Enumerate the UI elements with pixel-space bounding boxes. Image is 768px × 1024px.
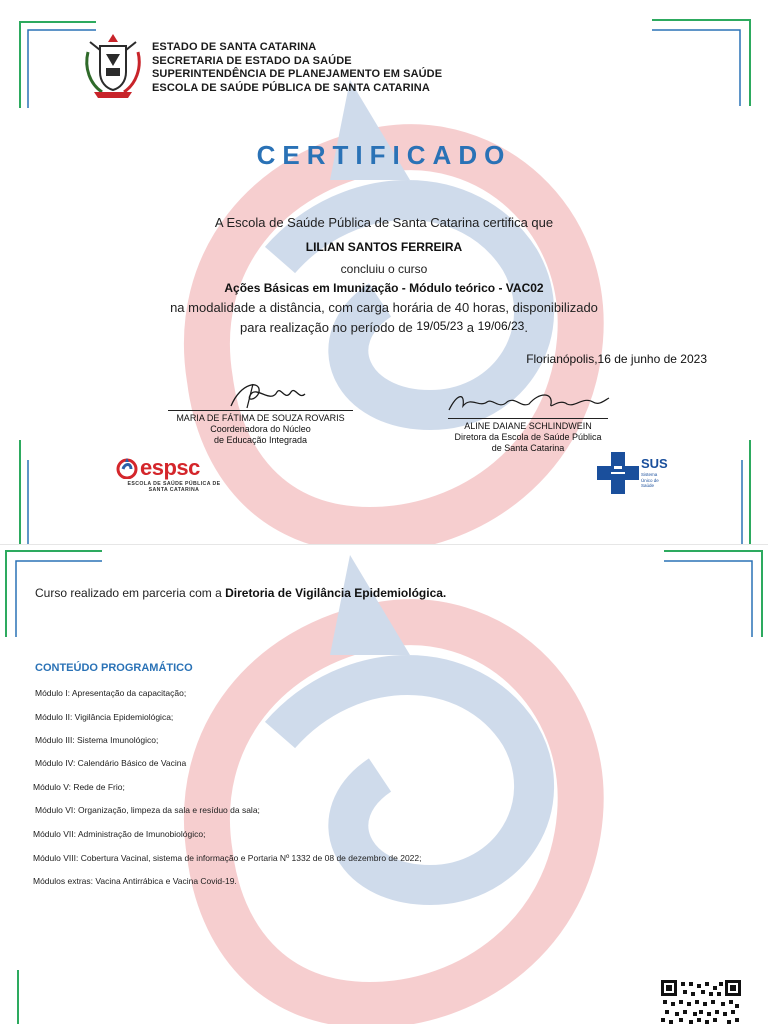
sus-cross-icon [597, 452, 639, 494]
module-item: Módulo VII: Administração de Imunobiológico; [33, 829, 206, 839]
period-prefix: para realização no período de [240, 320, 413, 335]
module-item: Módulo V: Rede de Frio; [33, 782, 125, 792]
period-text [0, 320, 768, 335]
partner-prefix: Curso realizado em parceria com a [35, 586, 222, 600]
signatory-name: MARIA DE FÁTIMA DE SOUZA ROVARIS [176, 413, 345, 423]
recipient-name: LILIAN SANTOS FERREIRA [305, 240, 463, 254]
signatory-role: Diretora da Escola de Saúde Pública [454, 432, 602, 442]
sus-subtitle: Sistema Único de Saúde [641, 472, 659, 488]
signatory-name: ALINE DAIANE SCHLINDWEIN [464, 421, 592, 431]
module-item: Módulos extras: Vacina Antirrábica e Vacina Covid-19. [33, 876, 237, 886]
signatory-role-continued: de Santa Catarina [491, 443, 565, 453]
header-line-school: ESCOLA DE SAÚDE PÚBLICA DE SANTA CATARINA [152, 81, 430, 94]
signature-block-director [440, 386, 616, 454]
course-name: Ações Básicas em Imunização - Módulo teórico - VAC02 [224, 281, 544, 295]
signature-line [168, 410, 353, 411]
period-start-date: 19/05/23 [416, 319, 464, 333]
module-item: Módulo II: Vigilância Epidemiológica; [35, 712, 174, 722]
handwritten-signature-schlindwein [443, 386, 613, 418]
module-item: Módulo I: Apresentação da capacitação; [35, 688, 187, 698]
espsc-logo [116, 455, 226, 497]
corner-bracket-bottom-left [18, 440, 48, 545]
partner-name: Diretoria de Vigilância Epidemiológica. [225, 586, 447, 600]
program-title: CONTEÚDO PROGRAMÁTICO [35, 662, 193, 674]
modality-text: na modalidade a distância, com carga horária de 40 horas, disponibilizado [170, 300, 598, 315]
watermark-emblem [150, 545, 620, 1024]
module-item: Módulo VIII: Cobertura Vacinal, sistema de informação e Portaria Nº 1332 de 08 de dezembro de 2022; [33, 853, 422, 863]
state-crest-icon [82, 32, 144, 102]
handwritten-signature-rovaris [201, 378, 321, 410]
sus-label: SUS [641, 456, 668, 471]
qr-code-icon[interactable] [661, 980, 741, 1024]
header-line-secretary: SECRETARIA DE ESTADO DA SAÚDE [152, 54, 352, 67]
partnership-note [35, 586, 446, 600]
period-connector: a [466, 320, 474, 335]
signature-line [448, 418, 608, 419]
signatory-role: Coordenadora do Núcleo [210, 424, 311, 434]
concluded-text: concluiu o curso [340, 262, 428, 276]
certificate-back-page [0, 545, 768, 1024]
certificate-title: CERTIFICADO [256, 140, 512, 170]
espsc-subtitle: ESCOLA DE SAÚDE PÚBLICA DE SANTA CATARINA [127, 481, 221, 493]
signatory-role-continued: de Educação Integrada [213, 435, 308, 445]
sus-logo [597, 452, 677, 496]
period-suffix: . [524, 320, 528, 335]
certify-text: A Escola de Saúde Pública de Santa Catarina certifica que [214, 215, 554, 230]
espsc-wordmark: espsc [140, 455, 200, 480]
corner-bracket-bottom-left [16, 970, 46, 1024]
place-and-date: Florianópolis,16 de junho de 2023 [526, 352, 707, 366]
corner-bracket-bottom-right [722, 440, 752, 545]
module-item: Módulo VI: Organização, limpeza da sala e resíduo da sala; [35, 805, 260, 815]
module-item: Módulo IV: Calendário Básico de Vacina [35, 758, 187, 768]
header-line-state: ESTADO DE SANTA CATARINA [152, 41, 317, 53]
issuer-header [152, 41, 442, 95]
espsc-emblem-icon [116, 457, 138, 479]
module-item: Módulo III: Sistema Imunológico; [35, 735, 159, 745]
header-line-superintendency: SUPERINTENDÊNCIA DE PLANEJAMENTO EM SAÚDE [152, 68, 443, 80]
corner-bracket-top-right [664, 549, 764, 639]
period-end-date: 19/06/23 [477, 319, 525, 333]
corner-bracket-top-right [652, 18, 752, 108]
signature-block-coordinator [168, 378, 353, 446]
